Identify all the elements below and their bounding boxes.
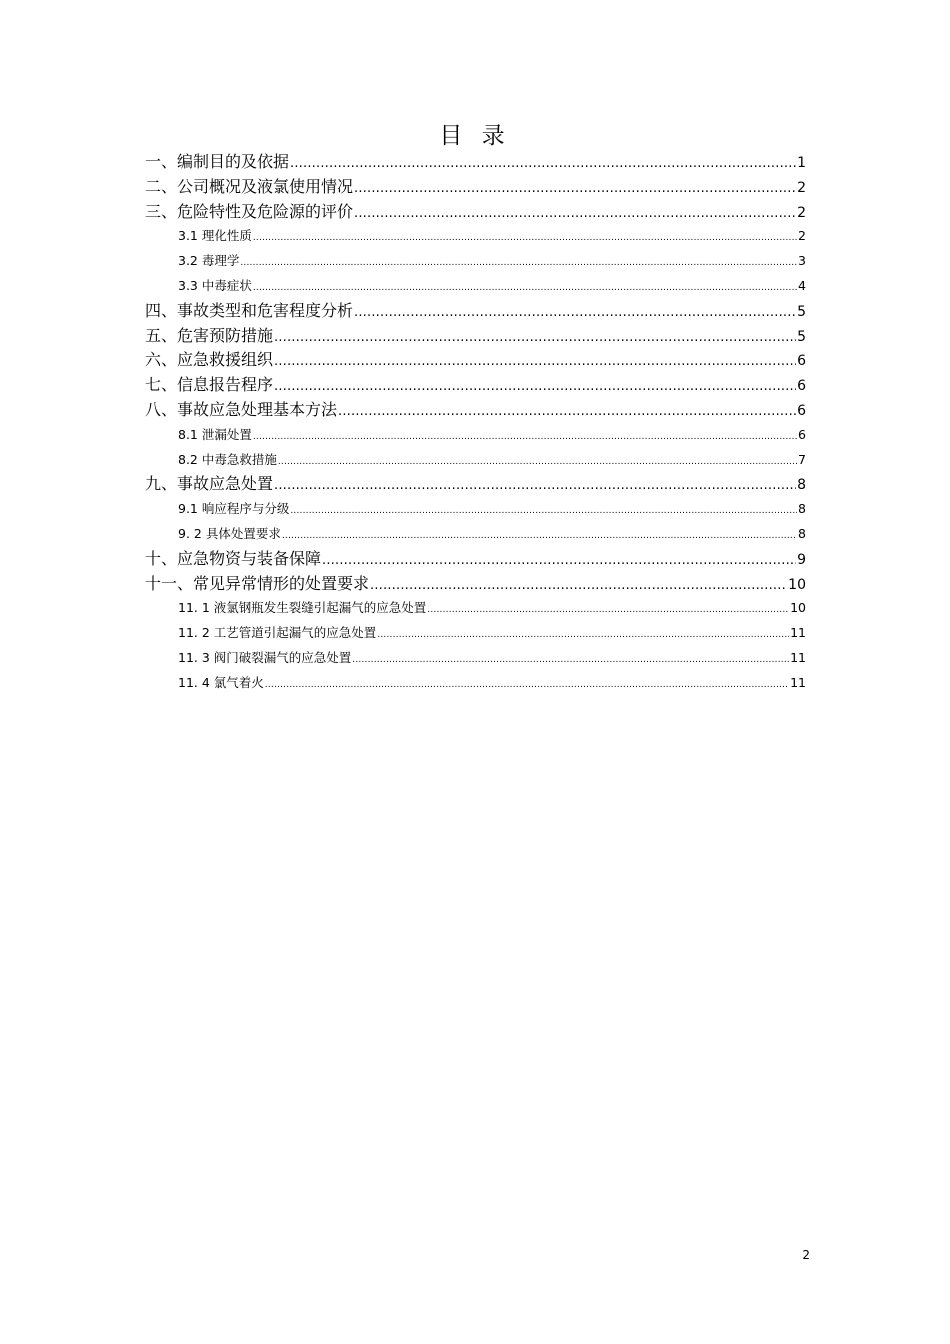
toc-entry-page: 4 bbox=[798, 277, 806, 293]
toc-entry-page: 5 bbox=[797, 303, 806, 320]
toc-dot-leader bbox=[322, 549, 796, 572]
toc-entry-page: 8 bbox=[798, 525, 806, 541]
toc-subentry[interactable] bbox=[145, 522, 806, 547]
toc-dot-leader bbox=[352, 648, 789, 671]
toc-dot-leader bbox=[274, 350, 796, 373]
toc-dot-leader bbox=[240, 251, 797, 274]
toc-dot-leader bbox=[274, 326, 796, 349]
toc-subentry[interactable] bbox=[145, 646, 806, 671]
toc-subentry[interactable] bbox=[145, 224, 806, 249]
toc-entry-title: 8.1 泄漏处置 bbox=[178, 426, 252, 442]
toc-entry-title: 七、信息报告程序 bbox=[145, 375, 274, 395]
toc-entry-title: 9. 2 具体处置要求 bbox=[178, 525, 281, 541]
toc-entry-page: 6 bbox=[797, 402, 806, 419]
toc-entry-page: 2 bbox=[797, 179, 806, 196]
toc-entry-title: 11. 2 工艺管道引起漏气的应急处置 bbox=[178, 625, 377, 641]
toc-entry-title: 9.1 响应程序与分级 bbox=[178, 501, 290, 517]
toc-entry-page: 6 bbox=[797, 353, 806, 370]
toc-entry-title: 三、危险特性及危险源的评价 bbox=[145, 201, 354, 221]
toc-entry[interactable] bbox=[145, 150, 806, 175]
toc-entry[interactable] bbox=[145, 348, 806, 373]
toc-entry-title: 3.3 中毒症状 bbox=[178, 277, 252, 293]
toc-entry-page: 5 bbox=[797, 328, 806, 345]
toc-dot-leader bbox=[274, 375, 796, 398]
toc-entry-title: 8.2 中毒急救措施 bbox=[178, 451, 277, 467]
toc-dot-leader bbox=[354, 202, 796, 225]
toc-dot-leader bbox=[253, 226, 797, 249]
toc-entry-page: 10 bbox=[790, 600, 806, 616]
toc-entry-title: 十一、常见异常情形的处置要求 bbox=[145, 573, 370, 593]
toc-entry[interactable] bbox=[145, 572, 806, 597]
toc-entry[interactable] bbox=[145, 324, 806, 349]
toc-entry-page: 8 bbox=[797, 477, 806, 494]
toc-entry-page: 2 bbox=[797, 204, 806, 221]
toc-entry-page: 3 bbox=[798, 253, 806, 269]
toc-title: 目 录 bbox=[439, 123, 511, 149]
toc-entry[interactable] bbox=[145, 398, 806, 423]
toc-dot-leader bbox=[354, 177, 796, 200]
toc-entry-title: 11. 4 氯气着火 bbox=[178, 674, 264, 690]
toc-dot-leader bbox=[354, 301, 796, 324]
toc-entry-title: 八、事故应急处理基本方法 bbox=[145, 399, 338, 419]
toc-subentry[interactable] bbox=[145, 249, 806, 274]
toc-entry-title: 3.1 理化性质 bbox=[178, 228, 252, 244]
toc-entry-title: 二、公司概况及液氯使用情况 bbox=[145, 176, 354, 196]
toc-dot-leader bbox=[278, 450, 797, 473]
toc-dot-leader bbox=[370, 574, 787, 597]
toc-entry-page: 8 bbox=[798, 501, 806, 517]
toc-dot-leader bbox=[253, 425, 797, 448]
toc-entry-page: 10 bbox=[788, 576, 806, 593]
toc-entry-title: 五、危害预防措施 bbox=[145, 325, 274, 345]
page-number: 2 bbox=[802, 1248, 810, 1262]
toc-dot-leader bbox=[290, 499, 797, 522]
toc-entry-page: 7 bbox=[798, 451, 806, 467]
toc-subentry[interactable] bbox=[145, 596, 806, 621]
toc-entry-page: 6 bbox=[798, 426, 806, 442]
toc-entry-title: 十、应急物资与装备保障 bbox=[145, 548, 322, 568]
toc-subentry[interactable] bbox=[145, 423, 806, 448]
toc-entry-page: 6 bbox=[797, 378, 806, 395]
toc-entry[interactable] bbox=[145, 373, 806, 398]
toc-entry-page: 11 bbox=[790, 625, 806, 641]
toc-subentry[interactable] bbox=[145, 274, 806, 299]
toc-subentry[interactable] bbox=[145, 671, 806, 696]
toc-entry-page: 9 bbox=[797, 551, 806, 568]
toc-entry-title: 11. 3 阀门破裂漏气的应急处置 bbox=[178, 649, 352, 665]
toc-dot-leader bbox=[274, 474, 796, 497]
toc-entry-title: 一、编制目的及依据 bbox=[145, 152, 290, 171]
toc-entry[interactable] bbox=[145, 472, 806, 497]
toc-dot-leader bbox=[377, 623, 789, 646]
toc-dot-leader bbox=[265, 673, 789, 696]
toc-entry[interactable] bbox=[145, 547, 806, 572]
toc-entry-page: 11 bbox=[790, 649, 806, 665]
toc-entry-title: 四、事故类型和危害程度分析 bbox=[145, 300, 354, 320]
table-of-contents bbox=[145, 150, 806, 696]
toc-dot-leader bbox=[282, 524, 797, 547]
toc-dot-leader bbox=[338, 400, 796, 423]
toc-entry-page: 2 bbox=[798, 228, 806, 244]
toc-entry-title: 六、应急救援组织 bbox=[145, 350, 274, 370]
toc-entry[interactable] bbox=[145, 175, 806, 200]
toc-entry-title: 3.2 毒理学 bbox=[178, 253, 240, 269]
toc-subentry[interactable] bbox=[145, 621, 806, 646]
toc-entry-page: 1 bbox=[797, 155, 806, 171]
toc-entry-page: 11 bbox=[790, 674, 806, 690]
toc-subentry[interactable] bbox=[145, 448, 806, 473]
toc-entry[interactable] bbox=[145, 200, 806, 225]
toc-entry-title: 九、事故应急处置 bbox=[145, 474, 274, 494]
toc-dot-leader bbox=[253, 276, 797, 299]
toc-subentry[interactable] bbox=[145, 497, 806, 522]
toc-entry[interactable] bbox=[145, 299, 806, 324]
toc-entry-title: 11. 1 液氯钢瓶发生裂缝引起漏气的应急处置 bbox=[178, 600, 427, 616]
toc-dot-leader bbox=[427, 598, 789, 621]
toc-dot-leader bbox=[290, 152, 796, 175]
